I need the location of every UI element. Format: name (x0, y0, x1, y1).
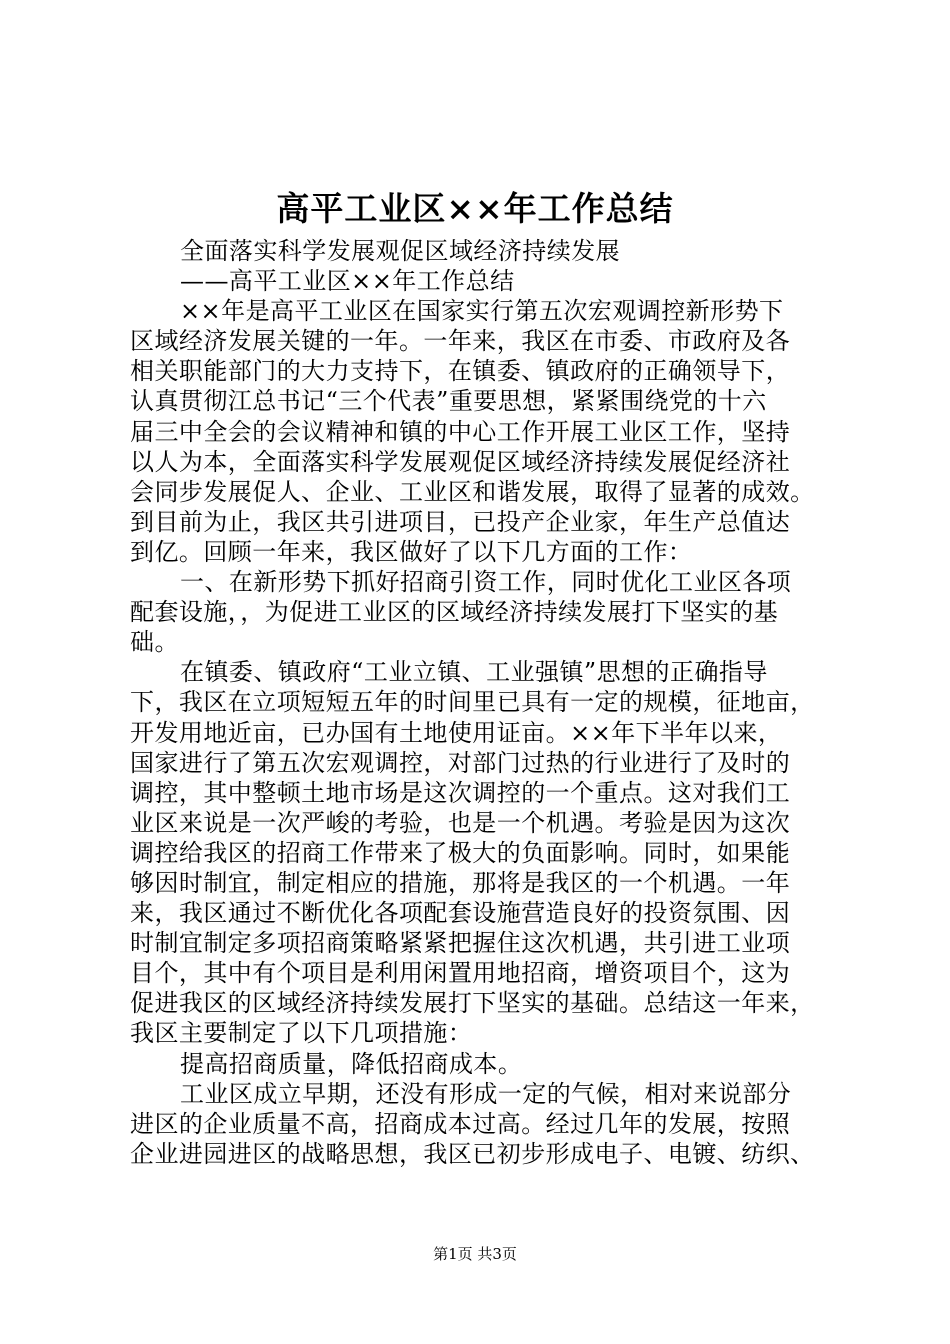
text-line: 配套设施，，为促进工业区的区域经济持续发展打下坚实的基 (130, 598, 779, 627)
document-body (130, 236, 830, 1169)
text-line: 一、在新形势下抓好招商引资工作，同时优化工业区各项 (180, 568, 792, 597)
text-line: 全面落实科学发展观促区域经济持续发展 (180, 237, 621, 265)
text-line: 业区来说是一次严峻的考验，也是一个机遇。考验是因为这次 (130, 808, 791, 837)
text-line: 我区主要制定了以下几项措施： (130, 1019, 473, 1048)
text-line: ××年是高平工业区在国家实行第五次宏观调控新形势下 (180, 297, 784, 326)
text-line: 届三中全会的会议精神和镇的中心工作开展工业区工作，坚持 (130, 417, 791, 446)
text-line: 国家进行了第五次宏观调控，对部门过热的行业进行了及时的 (130, 748, 791, 777)
page-footer: 第1页 共3页 (433, 1245, 517, 1263)
document-title: 高平工业区××年工作总结 (276, 189, 674, 228)
text-line: 会同步发展促人、企业、工业区和谐发展，取得了显著的成效。 (130, 477, 815, 506)
text-line: 到亿。回顾一年来，我区做好了以下几方面的工作： (130, 537, 693, 566)
text-line: 区域经济发展关键的一年。一年来，我区在市委、市政府及各 (130, 327, 791, 356)
text-line: 够因时制宜，制定相应的措施，那将是我区的一个机遇。一年 (130, 868, 791, 897)
text-line: 目个，其中有个项目是利用闲置用地招商，增资项目个，这为 (130, 959, 791, 988)
text-line: 到目前为止，我区共引进项目，已投产企业家，年生产总值达 (130, 507, 791, 536)
text-line: 调控，其中整顿土地市场是这次调控的一个重点。这对我们工 (130, 778, 791, 807)
text-line: ——高平工业区××年工作总结 (180, 267, 515, 296)
text-line: 进区的企业质量不高，招商成本过高。经过几年的发展，按照 (130, 1109, 791, 1138)
text-line: 认真贯彻江总书记“三个代表”重要思想，紧紧围绕党的十六 (130, 387, 767, 416)
text-line: 相关职能部门的大力支持下，在镇委、镇政府的正确领导下， (130, 357, 791, 386)
text-line: 提高招商质量，降低招商成本。 (180, 1049, 523, 1078)
text-line: 开发用地近亩，已办国有土地使用证亩。××年下半年以来， (130, 718, 783, 747)
text-line: 在镇委、镇政府“工业立镇、工业强镇”思想的正确指导 (180, 658, 768, 687)
text-line: 础。 (130, 628, 179, 657)
text-line: 来，我区通过不断优化各项配套设施营造良好的投资氛围、因 (130, 899, 791, 928)
text-line: 下，我区在立项短短五年的时间里已具有一定的规模，征地亩， (130, 688, 815, 717)
text-line: 时制宜制定多项招商策略紧紧把握住这次机遇，共引进工业项 (130, 929, 791, 958)
text-line: 工业区成立早期，还没有形成一定的气候，相对来说部分 (180, 1079, 792, 1108)
text-line: 企业进园进区的战略思想，我区已初步形成电子、电镀、纺织、 (130, 1139, 815, 1168)
text-line: 促进我区的区域经济持续发展打下坚实的基础。总结这一年来， (130, 989, 815, 1018)
text-line: 调控给我区的招商工作带来了极大的负面影响。同时，如果能 (130, 838, 791, 867)
text-line: 以人为本，全面落实科学发展观促区域经济持续发展促经济社 (130, 447, 791, 476)
